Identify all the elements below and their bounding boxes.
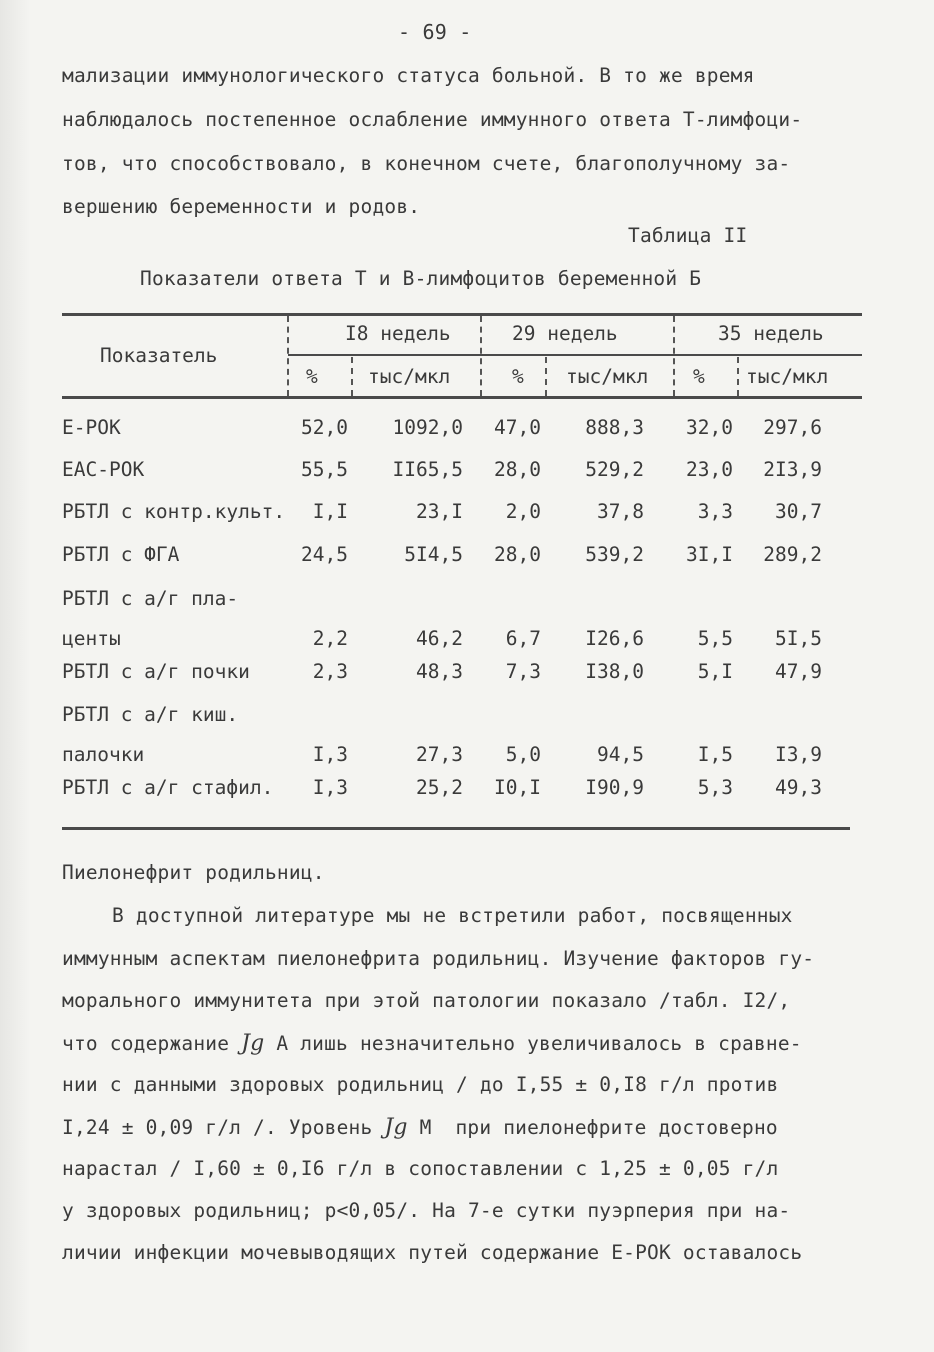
body-line: морального иммунитета при этой патологии показало /табл. I2/, [62,989,791,1012]
period-header: 35 недель [718,322,824,345]
column-header-indicator: Показатель [100,344,218,367]
unit-header-percent: % [306,365,318,388]
body-line [62,1031,802,1056]
page-number: - 69 - [398,20,472,44]
section-heading: Пиелонефрит родильниц. [62,861,325,884]
row-label: РБТЛ с а/г пла- [62,587,239,610]
table-cell: 28,0 [494,458,541,481]
unit-header-percent: % [693,365,705,388]
unit-header-abs: тыс/мкл [746,365,829,388]
table-cell: II65,5 [392,458,463,481]
body-line: иммунным аспектам пиелонефрита родильниц. Изучение факторов гу- [62,947,815,970]
table-cell: 55,5 [301,458,348,481]
table-cell: 94,5 [597,743,644,766]
table-cell: 52,0 [301,416,348,439]
period-header: I8 недель [345,322,451,345]
body-text: I,24 ± 0,09 г/л /. Уровень [62,1116,385,1139]
table-label: Таблица II [628,224,748,247]
table-cell: 5I,5 [775,627,822,650]
table-cell: 25,2 [416,776,463,799]
table-cell: 27,3 [416,743,463,766]
row-label: РБТЛ с а/г почки [62,660,250,683]
body-line: нии с данными здоровых родильниц / до I,55 ± 0,I8 г/л против [62,1073,779,1096]
table-cell: 46,2 [416,627,463,650]
table-bottom-rule [62,827,850,830]
row-label: РБТЛ с ФГА [62,543,180,566]
row-label: Е-РОК [62,416,121,439]
unit-header-abs: тыс/мкл [566,365,649,388]
table-cell: 539,2 [585,543,644,566]
row-label: РБТЛ с контр.культ. [62,500,286,523]
table-cell: 3I,I [686,543,733,566]
table-cell: I38,0 [585,660,644,683]
table-cell: I26,6 [585,627,644,650]
body-text: А лишь незначительно увеличивалось в сравне- [264,1032,802,1055]
table-cell: I90,9 [585,776,644,799]
table-divider [673,316,675,396]
table-cell: 24,5 [301,543,348,566]
table-cell: 1092,0 [392,416,463,439]
row-label: ЕАС-РОК [62,458,145,481]
table-cell: 289,2 [763,543,822,566]
unit-header-percent: % [512,365,524,388]
table-divider [737,357,739,396]
table-cell: 2,2 [312,627,348,650]
table-divider [480,316,482,396]
body-line: у здоровых родильниц; p<0,05/. На 7-е сутки пуэрперия при на- [62,1199,791,1222]
table-cell: 5I4,5 [404,543,463,566]
table-title: Показатели ответа Т и В-лимфоцитов беременной Б [140,267,702,290]
table-cell: 5,5 [697,627,733,650]
table-cell: 7,3 [505,660,541,683]
table-cell: 5,3 [697,776,733,799]
table-cell: I,3 [312,743,348,766]
table-cell: I,5 [697,743,733,766]
row-label: центы [62,627,121,650]
table-cell: 23,I [416,500,463,523]
table-header-rule [62,396,862,399]
intro-line: наблюдалось постепенное ослабление иммунного ответа Т-лимфоци- [62,108,803,131]
table-cell: 48,3 [416,660,463,683]
table-cell: I0,I [494,776,541,799]
table-cell: 30,7 [775,500,822,523]
table-cell: 23,0 [686,458,733,481]
table-cell: I3,9 [775,743,822,766]
table-cell: 37,8 [597,500,644,523]
table-subheader-rule [288,354,862,356]
intro-line: вершению беременности и родов. [62,195,421,218]
body-text: что содержание [62,1032,242,1055]
unit-header-abs: тыс/мкл [368,365,451,388]
scan-edge-shadow [0,0,30,1352]
table-divider [351,357,353,396]
table-divider [287,316,289,396]
body-line [62,1115,778,1140]
table-cell: 2,3 [312,660,348,683]
table-cell: 28,0 [494,543,541,566]
row-label: РБТЛ с а/г стафил. [62,776,274,799]
table-cell: 5,I [697,660,733,683]
ig-symbol: Jg [384,1115,408,1140]
table-cell: 2I3,9 [763,458,822,481]
table-divider [545,357,547,396]
row-label: РБТЛ с а/г киш. [62,703,239,726]
table-cell: 49,3 [775,776,822,799]
intro-line: мализации иммунологического статуса больной. В то же время [62,64,755,87]
table-cell: I,3 [312,776,348,799]
table-cell: 5,0 [505,743,541,766]
table-cell: 297,6 [763,416,822,439]
table-top-rule [62,313,862,316]
table-cell: 47,9 [775,660,822,683]
table-cell: 47,0 [494,416,541,439]
body-line: нарастал / I,60 ± 0,I6 г/л в сопоставлении с 1,25 ± 0,05 г/л [62,1157,779,1180]
table-cell: 3,3 [697,500,733,523]
row-label: палочки [62,743,145,766]
table-cell: 529,2 [585,458,644,481]
body-line: личии инфекции мочевыводящих путей содержание Е-РОК оставалось [62,1241,803,1264]
ig-symbol: Jg [241,1031,265,1056]
table-cell: 32,0 [686,416,733,439]
table-cell: 888,3 [585,416,644,439]
body-text: М при пиелонефрите достоверно [407,1116,778,1139]
body-line: В доступной литературе мы не встретили работ, посвященных [112,904,793,927]
table-cell: I,I [312,500,348,523]
table-cell: 2,0 [505,500,541,523]
period-header: 29 недель [512,322,618,345]
table-cell: 6,7 [505,627,541,650]
intro-line: тов, что способствовало, в конечном счете, благополучному за- [62,152,791,175]
